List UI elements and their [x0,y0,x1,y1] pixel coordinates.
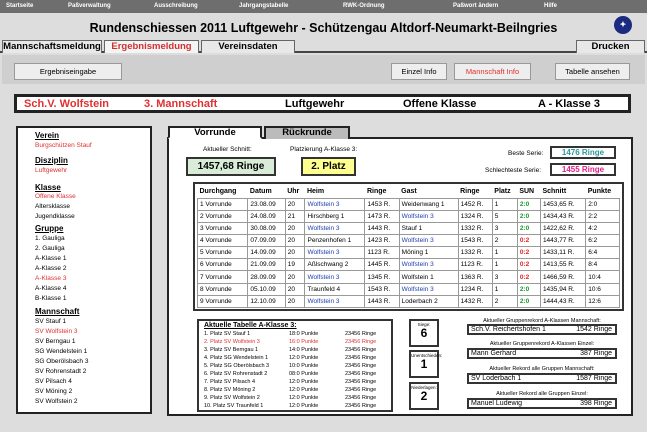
table-cell: Wolfstein 3 [305,198,365,210]
standings-team: 7. Platz SV Pilsach 4 [204,379,256,385]
table-cell: 1123 R. [458,259,492,271]
tab-vorrunde[interactable]: Vorrunde [168,126,262,139]
record-name: SV Loderbach 1 [471,375,522,382]
table-cell: Loderbach 2 [399,295,458,307]
standings-rings: 23456 Ringe [345,347,377,353]
record-points: 1542 Ringe [576,326,612,333]
record-label: Aktueller Rekord alle Gruppen Mannschaft: [489,366,595,372]
column-header: Durchgang [199,187,237,195]
sidebar-mannschaft-heading: Mannschaft [35,307,80,316]
table-row [198,259,620,271]
main-tab-bar [0,40,647,53]
sidebar-klasse-item[interactable]: Offene Klasse [35,193,76,200]
table-cell: 19 [285,259,305,271]
sidebar-mannschaft-item[interactable]: SV Wolfstein 2 [35,398,78,405]
table-cell: Stauf 1 [399,222,458,234]
standings-rings: 23456 Ringe [345,395,377,401]
sidebar-klasse-item[interactable]: Altersklasse [35,203,71,210]
column-header: Datum [249,187,272,195]
standings-rings: 23456 Ringe [345,355,377,361]
standings-team: 4. Platz SG Wendelstein 1 [204,355,269,361]
nav-passwort-aendern[interactable]: Paßwort ändern [453,3,499,9]
record-label: Aktueller Gruppenrekord A-Klassen Mannschaft: [483,318,601,324]
table-cell: 3 Vorrunde [198,222,248,234]
table-cell: 2:0 [517,283,540,295]
table-cell: 1443,77 R. [540,234,585,246]
schnitt-label: Aktueller Schnitt: [203,146,252,153]
standings-rings: 23456 Ringe [345,387,377,393]
table-cell: 3 [492,222,517,234]
column-header: Heim [306,187,325,195]
tab-ergebnismeldung[interactable]: Ergebnismeldung [104,40,199,53]
niederlagen-stat [409,382,439,410]
table-row [198,295,620,307]
table-cell: 2 Vorrunde [198,210,248,222]
table-header-row [198,185,620,198]
table-cell: 2:0 [517,222,540,234]
table-cell: 6:4 [586,247,620,259]
table-row [198,234,620,246]
platz-label: Platzierung A-Klasse 3: [290,146,358,153]
table-cell: 5 Vorrunde [198,247,248,259]
table-cell: 1234 R. [458,283,492,295]
team-klasse: Offene Klasse [403,98,477,110]
sidebar-gruppe-item[interactable]: 2. Gauliga [35,245,65,252]
table-cell: 2:0 [517,198,540,210]
table-cell: Wolfstein 3 [305,295,365,307]
standings-team: 2. Platz SV Wolfstein 3 [204,339,260,345]
record-points: 387 Ringe [580,350,612,357]
table-cell: 28.09.09 [248,271,285,283]
table-cell: 1433,11 R. [540,247,585,259]
table-cell: 1332 R. [458,222,492,234]
table-cell: Penzenhofen 1 [305,234,365,246]
table-cell: 0:2 [517,234,540,246]
sidebar-gruppe-item[interactable]: A-Klasse 1 [35,255,67,262]
table-cell: 10:4 [586,271,620,283]
table-cell: 21.09.09 [248,259,285,271]
mannschaft-info-button[interactable]: Mannschaft Info [454,63,531,80]
niederlagen-label: Niederlagen: [411,385,437,390]
table-cell: 12:6 [586,295,620,307]
record-box [467,324,617,335]
unentschieden-stat [409,350,443,378]
table-cell: 1452 R. [458,198,492,210]
record-name: Manuel Ludewig [471,400,522,407]
table-cell: 20 [285,198,305,210]
table-cell: 1432 R. [458,295,492,307]
sidebar-mannschaft-item[interactable]: SV Stauf 1 [35,318,67,325]
table-cell: 4 Vorrunde [198,234,248,246]
table-cell: 1435,94 R. [540,283,585,295]
table-row [198,247,620,259]
standings-points: 12:0 Punkte [289,379,319,385]
table-cell: 20 [285,247,305,259]
unentschieden-value: 1 [420,357,428,371]
table-cell: 1443 R. [365,222,399,234]
record-name: Sch.V. Reichertshofen 1 [471,326,546,333]
table-cell: 7 Vorrunde [198,271,248,283]
table-cell: 23.08.09 [248,198,285,210]
standings-points: 16:0 Punkte [289,339,319,345]
table-cell: 1466,59 R. [540,271,585,283]
sidebar-disziplin-value[interactable]: Luftgewehr [35,167,68,174]
table-cell: 1345 R. [365,271,399,283]
table-cell: 2:0 [517,295,540,307]
sidebar-disziplin-heading: Disziplin [35,156,68,165]
standings-rings: 23456 Ringe [345,403,377,409]
table-cell: 1453,65 R. [540,198,585,210]
table-cell: 1 [492,247,517,259]
table-cell: 4:2 [586,222,620,234]
sidebar-gruppe-item[interactable]: 1. Gauliga [35,235,65,242]
unentschieden-label: Unentschieden: [411,353,443,358]
table-cell: Wolfstein 3 [399,259,458,271]
schlechteste-serie-label: Schlechteste Serie: [485,167,542,174]
table-cell: 2 [492,234,517,246]
standings-team: 9. Platz SV Wolfstein 2 [204,395,260,401]
record-points: 1587 Ringe [576,375,612,382]
table-cell: 1443 R. [365,295,399,307]
table-cell: 1324 R. [458,210,492,222]
einzel-info-button[interactable]: Einzel Info [391,63,447,80]
table-cell: 0:2 [517,271,540,283]
standings-points: 14:0 Punkte [289,347,319,353]
results-table-body [198,198,620,308]
table-row [198,222,620,234]
standings-points: 12:0 Punkte [289,395,319,401]
table-row [198,283,620,295]
sidebar-mannschaft-item[interactable]: SG Oberölsbach 3 [35,358,89,365]
top-navigation [0,0,647,13]
standings-points: 12:0 Punkte [289,355,319,361]
table-cell: 1 [492,198,517,210]
sidebar-gruppe-item[interactable]: A-Klasse 4 [35,285,67,292]
nav-startseite[interactable]: Startseite [6,3,34,9]
siege-stat [409,319,439,347]
schlechteste-serie-value: 1455 Ringe [550,163,616,176]
table-cell: 1473 R. [365,210,399,222]
record-points: 398 Ringe [580,400,612,407]
table-cell: 10:6 [586,283,620,295]
standings-rings: 23456 Ringe [345,339,377,345]
table-cell: Weidenwang 1 [399,198,458,210]
table-cell: Wolfstein 3 [399,210,458,222]
results-table [197,185,620,308]
table-cell: 0:2 [517,259,540,271]
standings-rings: 23456 Ringe [345,371,377,377]
record-box [467,373,617,384]
table-cell: 1543 R. [365,283,399,295]
table-cell: 6:2 [586,234,620,246]
nav-jahrgangstabelle[interactable]: Jahrgangstabelle [239,3,289,9]
table-cell: Hirschberg 1 [305,210,365,222]
table-cell: 30.08.09 [248,222,285,234]
ergebniseingabe-button[interactable]: Ergebniseingabe [14,63,122,80]
sidebar-verein-heading: Verein [35,131,60,140]
team-verein: Sch.V. Wolfstein [24,98,109,110]
table-row [198,271,620,283]
table-cell: Wolfstein 3 [399,283,458,295]
table-cell: 3 [492,271,517,283]
standings-team: 3. Platz SV Berngau 1 [204,347,259,353]
table-cell: 14.09.09 [248,247,285,259]
table-cell: 20 [285,271,305,283]
sidebar-mannschaft-item[interactable]: SV Möning 2 [35,388,73,395]
sidebar-gruppe-item[interactable]: B-Klasse 1 [35,295,67,302]
column-header: Ringe [366,187,387,195]
table-cell: 0:2 [517,247,540,259]
table-cell: 2:2 [586,210,620,222]
table-cell: 1 [492,283,517,295]
table-cell: Wolfstein 3 [399,234,458,246]
standings-points: 10:0 Punkte [289,363,319,369]
sidebar-mannschaft-item[interactable]: SV Wolfstein 3 [35,328,78,335]
table-cell: 5 [492,210,517,222]
niederlagen-value: 2 [420,389,428,403]
standings-team: 5. Platz SG Oberölsbach 3 [204,363,270,369]
table-cell: 20 [285,295,305,307]
schnitt-value: 1457,68 Ringe [186,157,276,176]
page-title: Rundenschiessen 2011 Luftgewehr - Schützengau Altdorf-Neumarkt-Beilngries [89,21,558,35]
table-cell: 12.10.09 [248,295,285,307]
tab-rueckrunde[interactable]: Rückrunde [264,126,350,139]
tabelle-ansehen-button[interactable]: Tabelle ansehen [555,63,630,80]
table-cell: 8 Vorrunde [198,283,248,295]
siege-value: 6 [420,326,428,340]
table-cell: 05.10.09 [248,283,285,295]
team-disziplin: Luftgewehr [285,98,345,110]
nav-passverwaltung[interactable]: Paßverwaltung [68,3,111,9]
sidebar-gruppe-heading: Gruppe [35,224,64,233]
platz-value: 2. Platz [301,157,356,176]
table-cell: Wolfstein 1 [399,271,458,283]
record-box [467,348,617,359]
table-cell: 21 [285,210,305,222]
table-cell: Wolfstein 3 [305,222,365,234]
standings-team: 6. Platz SV Rohrenstadt 2 [204,371,268,377]
table-cell: 1123 R. [365,247,399,259]
standings-points: 18:0 Punkte [289,331,319,337]
table-cell: 6 Vorrunde [198,259,248,271]
table-cell: 1422,62 R. [540,222,585,234]
table-cell: 1543 R. [458,234,492,246]
standings-rings: 23456 Ringe [345,331,377,337]
table-cell: Wolfstein 3 [305,271,365,283]
sidebar-mannschaft-item[interactable]: SG Wendelstein 1 [35,348,88,355]
table-cell: 20 [285,234,305,246]
table-cell: Aßlschwang 2 [305,259,365,271]
standings-points: 08:0 Punkte [289,371,319,377]
sidebar-mannschaft-item[interactable]: SV Pilsach 4 [35,378,72,385]
team-mannschaft: 3. Mannschaft [144,98,218,110]
standings-rings: 23456 Ringe [345,379,377,385]
table-row [198,198,620,210]
standings-team: 10. Platz SV Traunfeld 1 [204,403,264,409]
tab-drucken[interactable]: Drucken [576,40,645,53]
sidebar-gruppe-item[interactable]: A-Klasse 2 [35,265,67,272]
beste-serie-label: Beste Serie: [508,150,544,157]
nav-hilfe[interactable]: Hilfe [544,3,558,9]
column-header: Platz [494,187,511,195]
table-cell: 1413,55 R. [540,259,585,271]
table-cell: Wolfstein 3 [305,247,365,259]
table-cell: 1 [492,259,517,271]
table-cell: 1444,43 R. [540,295,585,307]
record-name: Mann Gerhard [471,350,517,357]
tab-vereinsdaten[interactable]: Vereinsdaten [201,40,295,53]
record-label: Aktueller Gruppenrekord A-Klassen Einzel: [489,341,595,347]
column-header: Schnitt [542,187,567,195]
table-cell: 2:0 [517,210,540,222]
gau-emblem-icon: ✦ [614,16,632,34]
table-cell: 2:0 [586,198,620,210]
table-cell: 20 [285,222,305,234]
sidebar-mannschaft-item[interactable]: SV Rohrenstadt 2 [35,368,87,375]
sidebar-mannschaft-item[interactable]: SV Berngau 1 [35,338,76,345]
table-cell: 2 [492,295,517,307]
column-header: Punkte [587,187,612,195]
sidebar-gruppe-item[interactable]: A-Klasse 3 [35,275,67,282]
table-cell: 1445 R. [365,259,399,271]
table-cell: 1 Vorrunde [198,198,248,210]
standings-points: 12:0 Punkte [289,403,319,409]
table-cell: 24.08.09 [248,210,285,222]
standings-team: 1. Platz SV Stauf 1 [204,331,251,337]
tab-mannschaftsmeldung[interactable]: Mannschaftsmeldung [3,41,101,52]
sidebar-klasse-item[interactable]: Jugendklasse [35,213,75,220]
team-header [14,94,631,113]
column-header: Ringe [460,187,480,195]
table-cell: 1332 R. [458,247,492,259]
siege-label: Siege: [417,322,431,327]
sidebar-klasse-heading: Klasse [35,183,61,192]
record-box [467,398,617,409]
standings-box [197,319,393,412]
table-cell: 8:4 [586,259,620,271]
column-header: Gast [401,187,417,195]
standings-points: 12:0 Punkte [289,387,319,393]
table-cell: 07.09.09 [248,234,285,246]
standings-title: Aktuelle Tabelle A-Klasse 3: [204,322,297,329]
table-cell: 1434,43 R. [540,210,585,222]
table-cell: Möning 1 [399,247,458,259]
record-label: Aktueller Rekord alle Gruppen Einzel: [496,391,588,397]
table-cell: 20 [285,283,305,295]
nav-ausschreibung[interactable]: Ausschreibung [154,3,198,9]
table-cell: Traunfeld 4 [305,283,365,295]
table-cell: 1423 R. [365,234,399,246]
table-cell: 1453 R. [365,198,399,210]
standings-rings: 23456 Ringe [345,363,377,369]
table-row [198,210,620,222]
standings-team: 8. Platz SV Möning 2 [204,387,256,393]
sidebar-verein-value[interactable]: Burgschützen Stauf [35,142,92,149]
beste-serie-value: 1476 Ringe [550,146,616,159]
team-liga: A - Klasse 3 [538,98,600,110]
column-header: Uhr [287,187,300,195]
nav-rwk-ordnung[interactable]: RWK-Ordnung [343,3,385,9]
column-header: SUN [519,187,535,195]
table-cell: 9 Vorrunde [198,295,248,307]
table-cell: 1363 R. [458,271,492,283]
